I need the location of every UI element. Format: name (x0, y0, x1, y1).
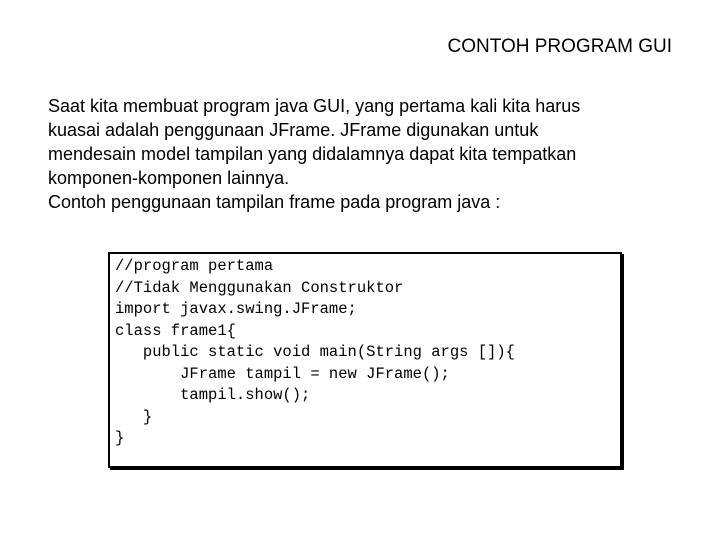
code-line: JFrame tampil = new JFrame(); (115, 364, 450, 383)
code-line: public static void main(String args []){ (115, 343, 515, 361)
code-line: class frame1{ (115, 321, 236, 340)
paragraph-line: mendesain model tampilan yang didalamnya dapat kita tempatkan (48, 144, 577, 164)
code-listing (108, 252, 622, 468)
slide-title: CONTOH PROGRAM GUI (447, 36, 672, 57)
paragraph-line: Saat kita membuat program java GUI, yang pertama kali kita harus (48, 96, 581, 116)
paragraph-line: komponen-komponen lainnya. (48, 168, 290, 188)
paragraph-line: Contoh penggunaan tampilan frame pada program java : (48, 192, 501, 212)
code-line: //program pertama (115, 257, 274, 275)
code-line: //Tidak Menggunakan Construktor (115, 278, 404, 297)
paragraph-line: kuasai adalah penggunaan JFrame. JFrame digunakan untuk (48, 120, 539, 140)
intro-paragraph (48, 94, 688, 214)
code-line: import javax.swing.JFrame; (115, 300, 357, 318)
code-line: } (115, 429, 125, 447)
code-line: tampil.show(); (115, 386, 311, 404)
code-line: } (115, 407, 153, 426)
